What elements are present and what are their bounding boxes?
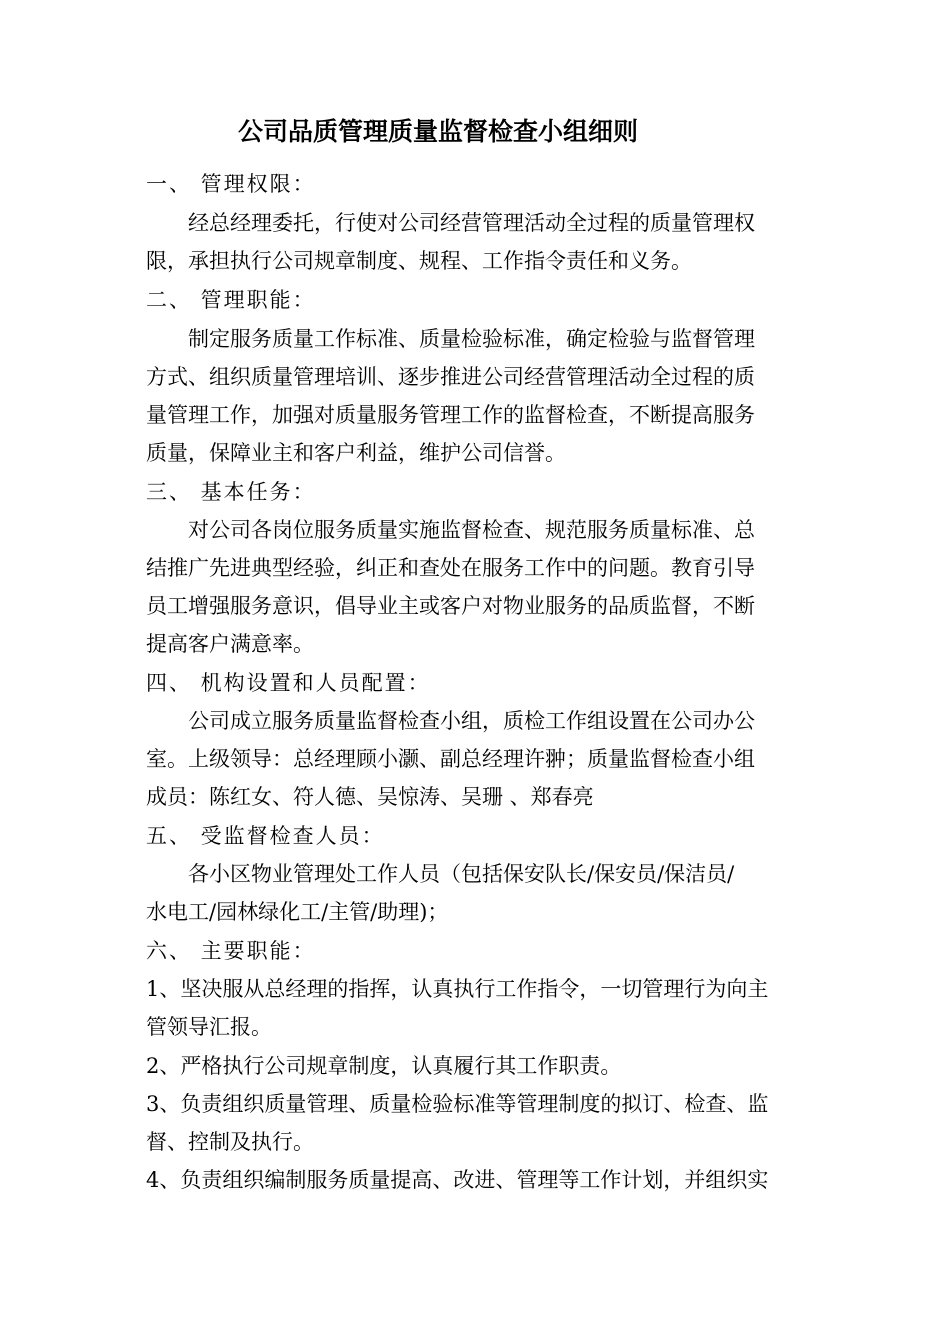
section-heading-5: 五、 受监督检查人员： bbox=[146, 824, 385, 848]
paragraph-line: 成员：陈红女、符人德、吴惊涛、吴珊 、郑春亮 bbox=[146, 785, 594, 809]
list-item-line: 管领导汇报。 bbox=[146, 1015, 272, 1039]
paragraph-line: 提高客户满意率。 bbox=[146, 632, 314, 656]
paragraph-line: 质量，保障业主和客户利益，维护公司信誉。 bbox=[146, 441, 566, 465]
paragraph-line: 各小区物业管理处工作人员（包括保安队长/保安员/保洁员/ bbox=[188, 862, 735, 886]
paragraph-line: 制定服务质量工作标准、质量检验标准，确定检验与监督管理 bbox=[188, 327, 755, 351]
paragraph-line: 方式、组织质量管理培训、逐步推进公司经营管理活动全过程的质 bbox=[146, 365, 755, 389]
section-heading-1: 一、 管理权限： bbox=[146, 172, 316, 196]
paragraph-line: 结推广先进典型经验，纠正和查处在服务工作中的问题。教育引导 bbox=[146, 556, 755, 580]
paragraph-line: 员工增强服务意识，倡导业主或客户对物业服务的品质监督，不断 bbox=[146, 594, 755, 618]
paragraph-line: 水电工/园林绿化工/主管/助理)； bbox=[146, 900, 449, 924]
section-heading-6: 六、 主要职能： bbox=[146, 939, 316, 963]
paragraph-line: 限，承担执行公司规章制度、规程、工作指令责任和义务。 bbox=[146, 249, 692, 273]
paragraph-line: 对公司各岗位服务质量实施监督检查、规范服务质量标准、总 bbox=[188, 518, 755, 542]
list-item-line: 1、坚决服从总经理的指挥，认真执行工作指令，一切管理行为向主 bbox=[146, 977, 769, 1001]
paragraph-line: 公司成立服务质量监督检查小组，质检工作组设置在公司办公 bbox=[188, 709, 755, 733]
list-item-line: 4、负责组织编制服务质量提高、改进、管理等工作计划，并组织实 bbox=[146, 1168, 769, 1192]
section-heading-3: 三、 基本任务： bbox=[146, 480, 316, 504]
paragraph-line: 经总经理委托，行使对公司经营管理活动全过程的质量管理权 bbox=[188, 211, 755, 235]
paragraph-line: 室。上级领导：总经理顾小灏、副总经理许翀；质量监督检查小组 bbox=[146, 747, 755, 771]
list-item-line: 2、严格执行公司规章制度，认真履行其工作职责。 bbox=[146, 1054, 622, 1078]
list-item-line: 3、负责组织质量管理、质量检验标准等管理制度的拟订、检查、监 bbox=[146, 1092, 769, 1116]
list-item-line: 督、控制及执行。 bbox=[146, 1130, 314, 1154]
document-title: 公司品质管理质量监督检查小组细则 bbox=[237, 117, 638, 146]
paragraph-line: 量管理工作，加强对质量服务管理工作的监督检查，不断提高服务 bbox=[146, 403, 755, 427]
section-heading-4: 四、 机构设置和人员配置： bbox=[146, 671, 431, 695]
section-heading-2: 二、 管理职能： bbox=[146, 288, 316, 312]
